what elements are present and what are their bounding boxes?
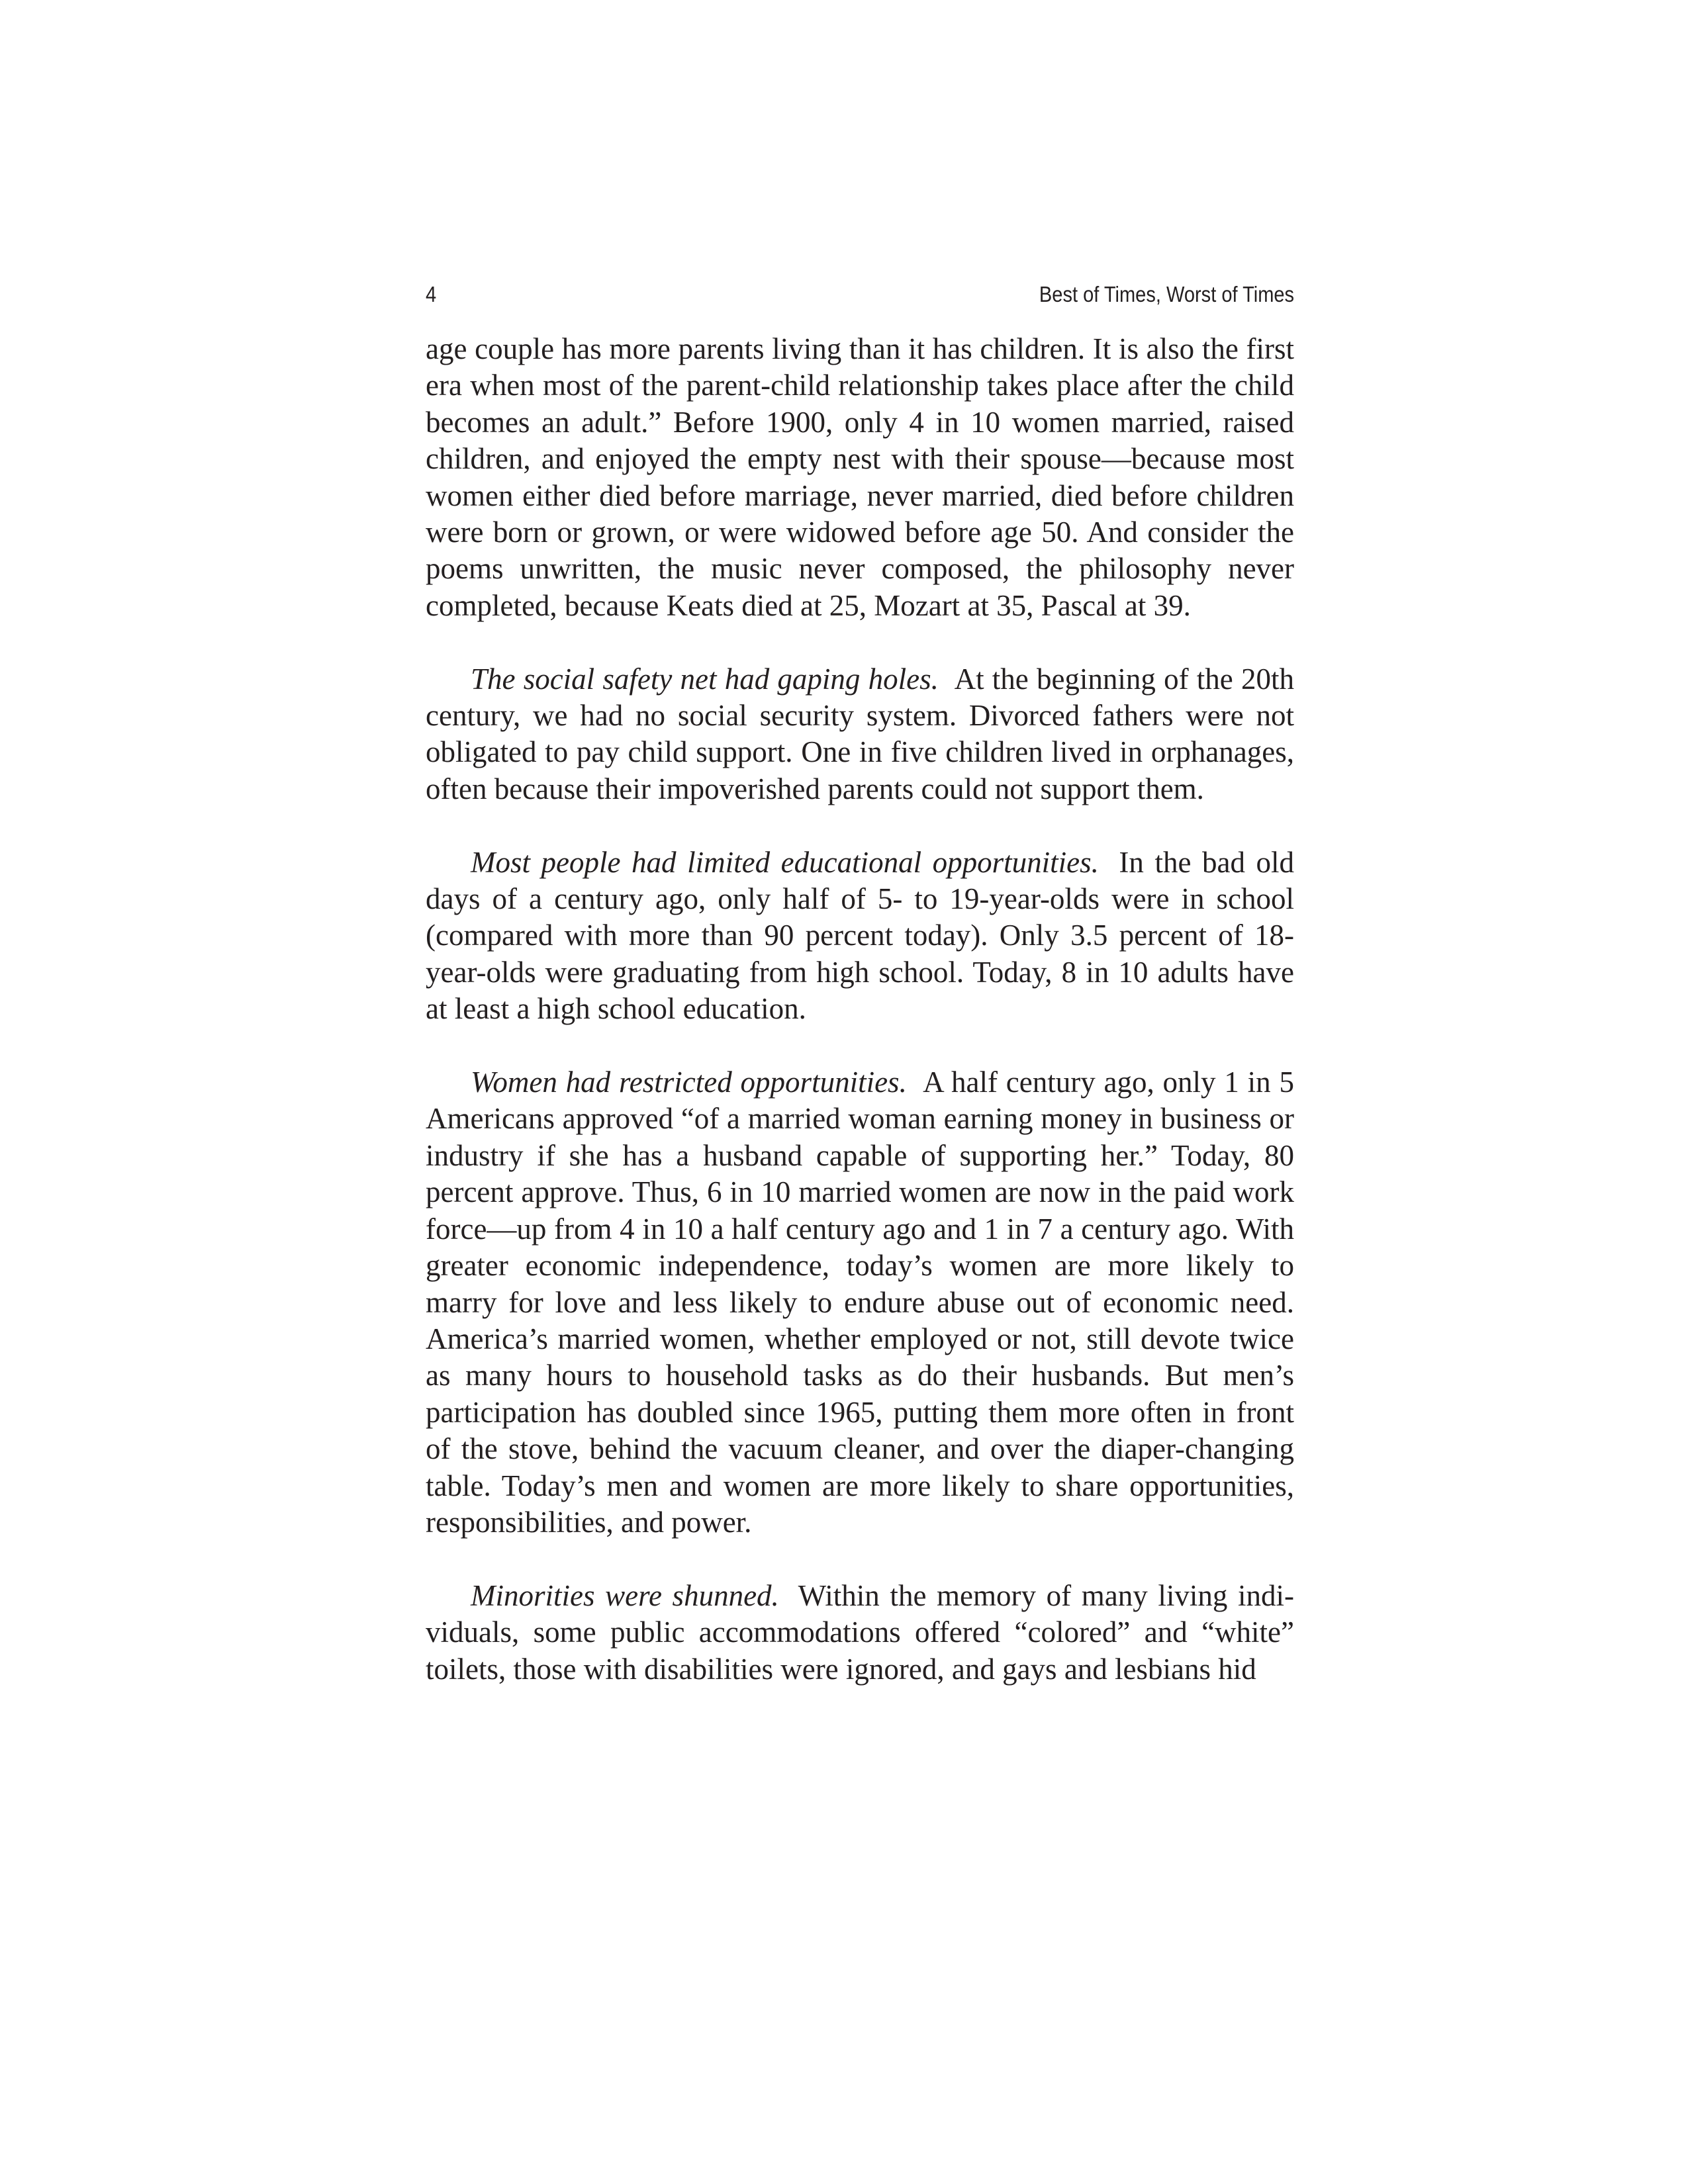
run-in-heading: Women had restricted opportunities. <box>471 1066 907 1099</box>
page-number: 4 <box>426 282 437 306</box>
body-text <box>426 331 1294 1688</box>
paragraph-women <box>426 1064 1294 1541</box>
paragraph-social-safety-net <box>426 661 1294 808</box>
paragraph-text: age couple has more parents living than it has children. It is also the first era when most of the parent-child relationship takes place after the child becomes an adult.” Before 1900, only 4 in 10 women married, raised children, and enjoyed the empty nest with their spouse—because most women either died before marriage, never married, died before children were born or grown, or were widowed before age 50. And consider the poems unwritten, the music never composed, the philosophy never completed, because Keats died at 25, Mozart at 35, Pascal at 39. <box>426 332 1294 622</box>
run-in-heading: Minorities were shunned. <box>471 1578 779 1612</box>
paragraph-text: In the bad old days of a century ago, only half of 5- to 19-year-olds were in school (compared with more than 90 percent today). Only 3.5 percent of 18-year-olds were graduating from high school. Today, 8 in 10 adults have at least a high school education. <box>426 845 1294 1026</box>
paragraph-continued <box>426 331 1294 624</box>
paragraph-minorities <box>426 1578 1294 1688</box>
running-head-title: Best of Times, Worst of Times <box>1039 282 1295 306</box>
running-head <box>426 282 1294 322</box>
paragraph-text: At the beginning of the 20th century, we had no social security system. Divorced fathers were not obligated to pay child support. One in five children lived in orphanages, often because their impoverished parents could not support them. <box>426 662 1294 805</box>
paragraph-text: A half century ago, only 1 in 5 Americans approved “of a married woman earning money in business or industry if she has a husband capable of supporting her.” Today, 80 percent approve. Thus, 6 in 10 married women are now in the paid work force—up from 4 in 10 a half century ago and 1 in 7 a century ago. With greater economic independence, today’s women are more likely to marry for love and less likely to endure abuse out of economic need. America’s married women, whether employed or not, still devote twice as many hours to household tasks as do their husbands. But men’s participation has doubled since 1965, putting them more often in front of the stove, behind the vacuum cleaner, and over the diaper-changing table. Today’s men and women are more likely to share opportunities, responsibilities, and power. <box>426 1066 1294 1539</box>
run-in-heading: The social safety net had gaping holes. <box>471 662 939 696</box>
run-in-heading: Most people had limited educational opportunities. <box>471 845 1099 879</box>
paragraph-education <box>426 844 1294 1028</box>
paragraph-text: Within the memory of many living individuals, some public accommodations offered “colored” and “white” toilets, those with disabilities were ignored, and gays and lesbians hid <box>426 1578 1295 1686</box>
